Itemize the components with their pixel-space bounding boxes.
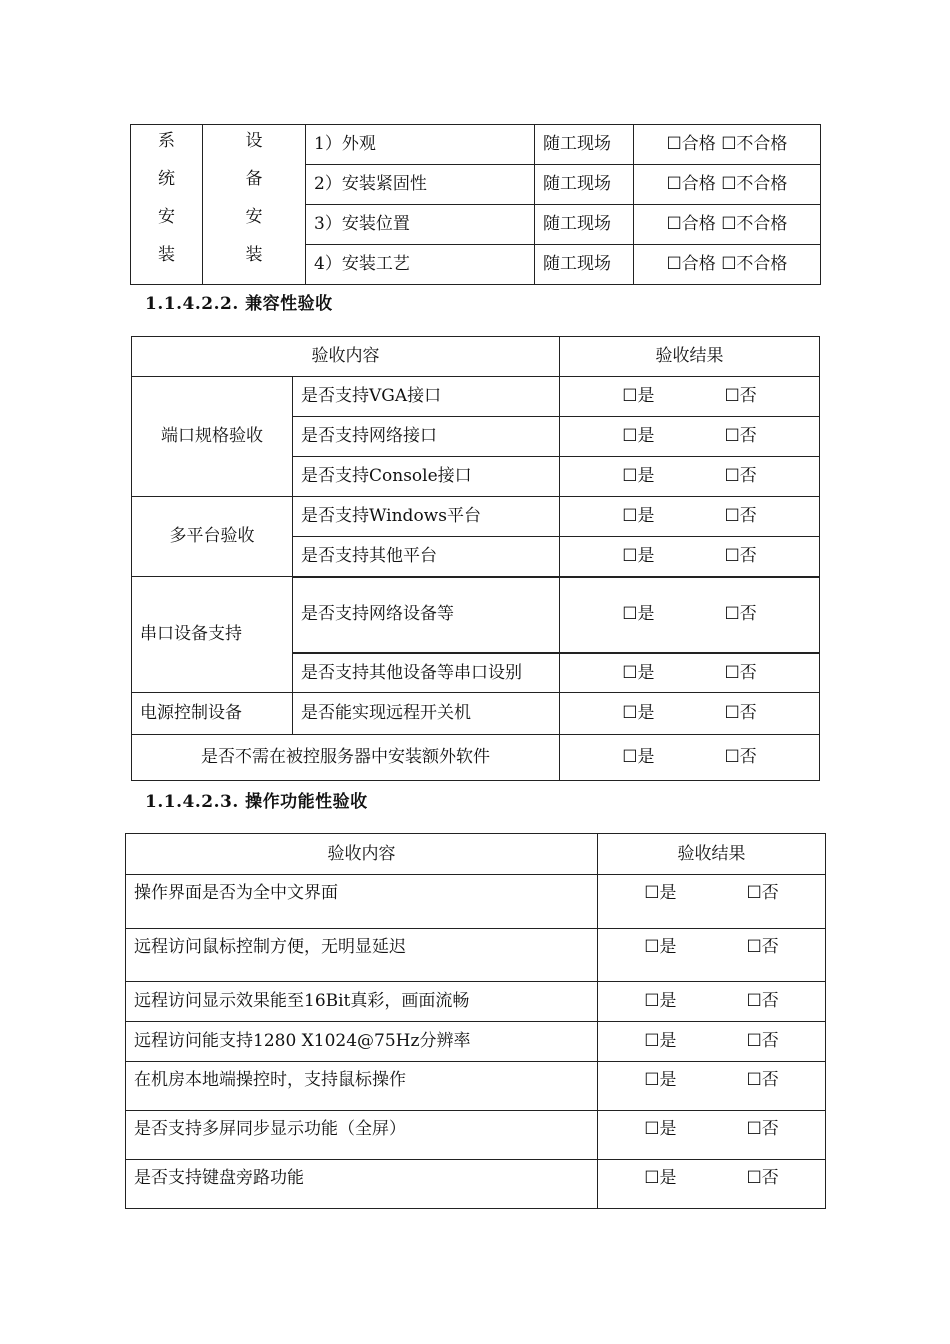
- no-checkbox[interactable]: ☐否: [724, 506, 757, 527]
- yes-checkbox[interactable]: ☐是: [622, 426, 655, 447]
- pass-fail-checkbox[interactable]: ☐合格 ☐不合格: [634, 125, 821, 165]
- pass-fail-checkbox[interactable]: ☐合格 ☐不合格: [634, 165, 821, 205]
- yes-checkbox[interactable]: ☐是: [622, 386, 655, 407]
- pass-fail-checkbox[interactable]: ☐合格 ☐不合格: [634, 205, 821, 245]
- yes-no-options: [560, 537, 820, 577]
- yes-no-options: [598, 982, 826, 1022]
- header-result: 验收结果: [598, 834, 826, 875]
- pass-fail-checkbox[interactable]: ☐合格 ☐不合格: [634, 245, 821, 285]
- no-checkbox[interactable]: ☐否: [724, 466, 757, 487]
- no-checkbox[interactable]: ☐否: [724, 546, 757, 567]
- section-heading-operation: 1.1.4.2.3. 操作功能性验收: [145, 792, 368, 812]
- yes-checkbox[interactable]: ☐是: [622, 506, 655, 527]
- yes-checkbox[interactable]: ☐是: [644, 1168, 677, 1188]
- yes-no-options: [560, 653, 820, 693]
- check-item: 在机房本地端操控时，支持鼠标操作: [126, 1062, 598, 1111]
- yes-no-options: [560, 457, 820, 497]
- no-checkbox[interactable]: ☐否: [724, 604, 757, 625]
- group-serial-device: 串口设备支持: [132, 577, 293, 693]
- no-checkbox[interactable]: ☐否: [724, 703, 757, 724]
- yes-no-options: [560, 735, 820, 781]
- yes-no-options: [598, 929, 826, 982]
- yes-no-options: [598, 1062, 826, 1111]
- group-multi-platform: 多平台验收: [132, 497, 293, 577]
- yes-checkbox[interactable]: ☐是: [644, 1119, 677, 1139]
- check-item: 远程访问鼠标控制方便，无明显延迟: [126, 929, 598, 982]
- check-method: 随工现场: [535, 125, 634, 165]
- check-item: 是否支持网络设备等: [293, 577, 560, 653]
- check-item: 远程访问显示效果能至16Bit真彩，画面流畅: [126, 982, 598, 1022]
- operation-table: [125, 833, 826, 1209]
- yes-checkbox[interactable]: ☐是: [622, 703, 655, 724]
- yes-checkbox[interactable]: ☐是: [644, 883, 677, 903]
- check-item: 4）安装工艺: [306, 245, 535, 285]
- yes-no-options: [560, 693, 820, 735]
- check-item: 是否支持其他设备等串口设别: [293, 653, 560, 693]
- no-checkbox[interactable]: ☐否: [724, 662, 757, 683]
- check-item: 2）安装紧固性: [306, 165, 535, 205]
- no-checkbox[interactable]: ☐否: [746, 1031, 779, 1052]
- no-checkbox[interactable]: ☐否: [746, 1119, 779, 1139]
- no-checkbox[interactable]: ☐否: [746, 991, 779, 1012]
- yes-checkbox[interactable]: ☐是: [622, 604, 655, 625]
- check-item: 是否支持Console接口: [293, 457, 560, 497]
- header-result: 验收结果: [560, 337, 820, 377]
- yes-checkbox[interactable]: ☐是: [622, 466, 655, 487]
- check-item: 1）外观: [306, 125, 535, 165]
- check-method: 随工现场: [535, 245, 634, 285]
- yes-no-options: [560, 377, 820, 417]
- no-checkbox[interactable]: ☐否: [746, 937, 779, 957]
- no-checkbox[interactable]: ☐否: [746, 1070, 779, 1090]
- yes-checkbox[interactable]: ☐是: [644, 1031, 677, 1052]
- no-checkbox[interactable]: ☐否: [724, 386, 757, 407]
- group-port-spec: 端口规格验收: [132, 377, 293, 497]
- yes-no-options: [560, 497, 820, 537]
- yes-checkbox[interactable]: ☐是: [644, 991, 677, 1012]
- no-checkbox[interactable]: ☐否: [746, 883, 779, 903]
- yes-checkbox[interactable]: ☐是: [644, 937, 677, 957]
- system-install-label: 系 统 安 装: [131, 125, 203, 285]
- yes-checkbox[interactable]: ☐是: [622, 546, 655, 567]
- no-checkbox[interactable]: ☐否: [746, 1168, 779, 1188]
- yes-no-options: [598, 1111, 826, 1160]
- yes-no-options: [598, 1022, 826, 1062]
- yes-no-options: [598, 1160, 826, 1209]
- check-item: 是否能实现远程开关机: [293, 693, 560, 735]
- check-item: 是否支持多屏同步显示功能（全屏）: [126, 1111, 598, 1160]
- yes-no-options: [560, 417, 820, 457]
- check-item: 是否支持VGA接口: [293, 377, 560, 417]
- yes-checkbox[interactable]: ☐是: [644, 1070, 677, 1090]
- check-item: 3）安装位置: [306, 205, 535, 245]
- check-item: 是否支持网络接口: [293, 417, 560, 457]
- yes-no-options: [560, 577, 820, 653]
- section-heading-compatibility: 1.1.4.2.2. 兼容性验收: [145, 294, 333, 314]
- check-method: 随工现场: [535, 205, 634, 245]
- no-checkbox[interactable]: ☐否: [724, 747, 757, 768]
- compatibility-table: [131, 336, 820, 781]
- check-item: 是否支持Windows平台: [293, 497, 560, 537]
- installation-table: [130, 124, 821, 285]
- check-method: 随工现场: [535, 165, 634, 205]
- header-content: 验收内容: [132, 337, 560, 377]
- check-item: 是否支持键盘旁路功能: [126, 1160, 598, 1209]
- device-install-label: 设 备 安 装: [203, 125, 306, 285]
- check-item: 是否支持其他平台: [293, 537, 560, 577]
- yes-no-options: [598, 875, 826, 929]
- header-content: 验收内容: [126, 834, 598, 875]
- yes-checkbox[interactable]: ☐是: [622, 662, 655, 683]
- check-item: 是否不需在被控服务器中安装额外软件: [132, 735, 560, 781]
- check-item: 远程访问能支持1280 X1024@75Hz分辨率: [126, 1022, 598, 1062]
- group-power-control: 电源控制设备: [132, 693, 293, 735]
- no-checkbox[interactable]: ☐否: [724, 426, 757, 447]
- check-item: 操作界面是否为全中文界面: [126, 875, 598, 929]
- yes-checkbox[interactable]: ☐是: [622, 747, 655, 768]
